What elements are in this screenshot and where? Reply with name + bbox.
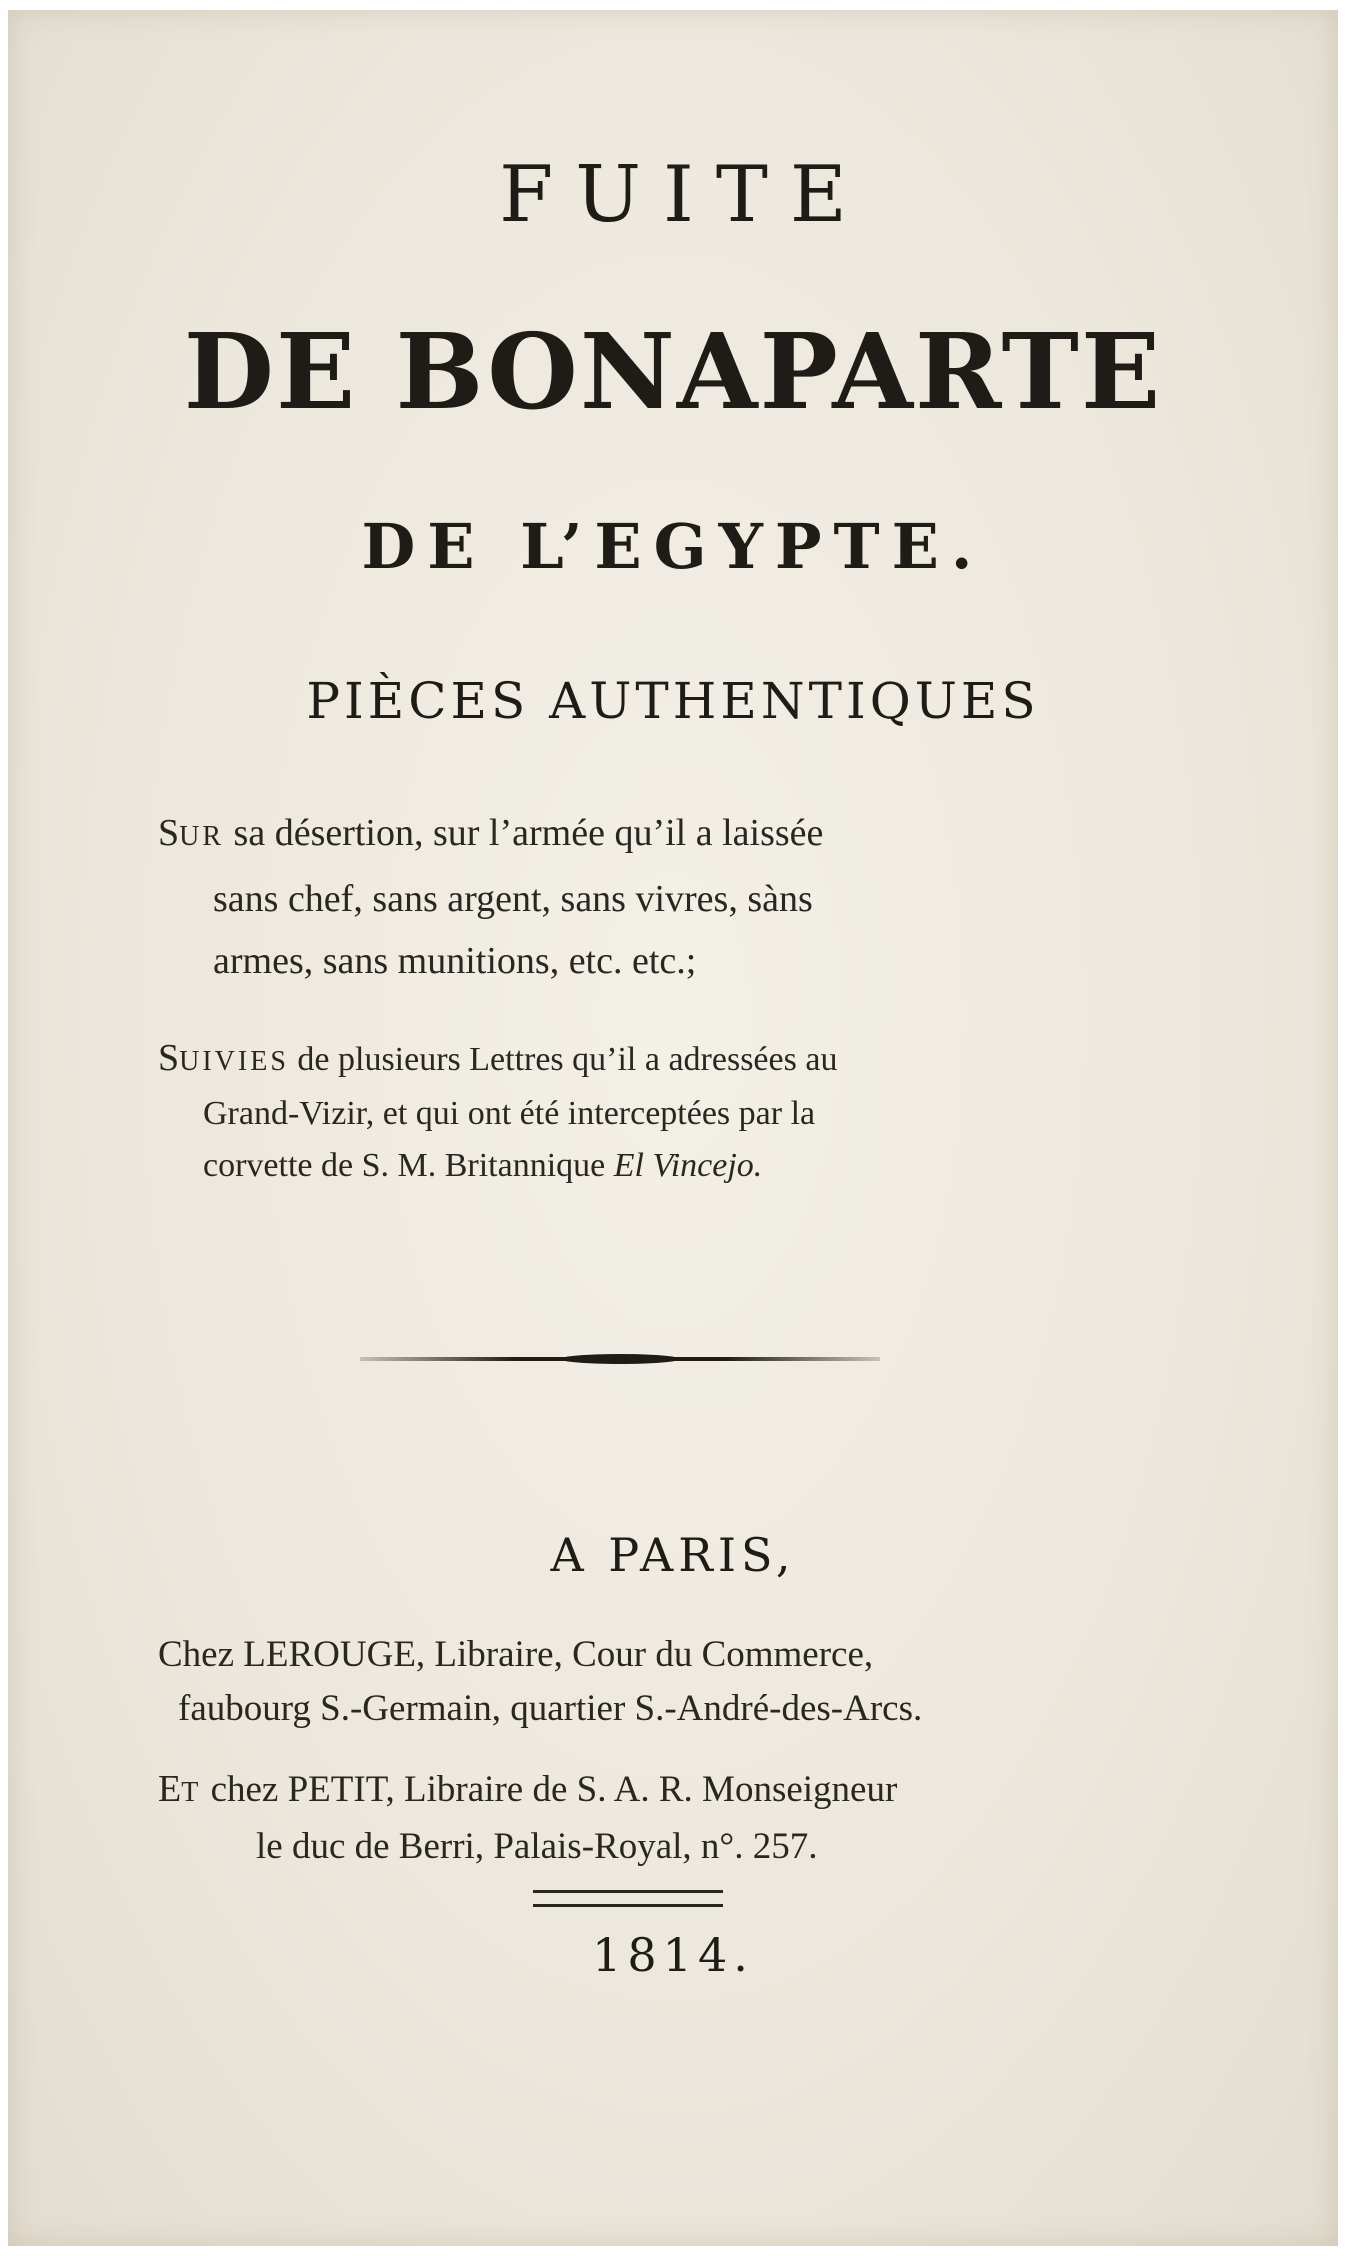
paragraph-text: corvette de S. M. Britannique [203,1147,614,1184]
ship-name-italic: El Vincejo. [613,1147,763,1184]
publication-year: 1814. [592,1928,754,1982]
small-caps-lead-rest: T [181,1777,202,1808]
imprint-publisher-lerouge [158,1628,1118,1736]
title-line-de-bonaparte: DE BONAPARTE [183,310,1163,433]
paragraph-line [158,1140,1098,1192]
description-paragraph-letters [158,1032,1098,1192]
imprint-line [158,1762,1118,1820]
paragraph-line: armes, sans munitions, etc. etc.; [213,940,697,982]
small-caps-lead-rest: UR [179,821,225,852]
small-caps-lead-initial: S [158,812,180,854]
small-caps-lead-rest: UIVIES [179,1046,289,1077]
imprint-line: faubourg S.-Germain, quartier S.-André-des-Arcs. [178,1688,923,1729]
imprint-line: le duc de Berri, Palais-Royal, n°. 257. [256,1826,818,1867]
title-page [8,10,1338,2246]
paragraph-text: de plusieurs Lettres qu’il a adressées au [288,1041,838,1078]
paragraph-line: sans chef, sans argent, sans vivres, sàns [213,878,813,920]
small-caps-lead-initial: S [158,1037,180,1079]
imprint-place: A PARIS, [550,1528,796,1582]
double-rule [533,1890,723,1907]
title-line-de-l-egypte: DE L’EGYPTE. [361,510,985,583]
paragraph-line: Grand-Vizir, et qui ont été interceptées par la [203,1095,816,1132]
paragraph-line [158,1032,1098,1088]
imprint-line: Chez LEROUGE, Libraire, Cour du Commerce, [158,1634,874,1675]
imprint-text: chez PETIT, Libraire de S. A. R. Monseigneur [201,1769,898,1810]
title-line-fuite: FUITE [499,150,869,240]
description-paragraph-desertion [158,802,1098,992]
subtitle: PIÈCES AUTHENTIQUES [306,672,1040,730]
paragraph-line [158,802,1098,868]
paragraph-text: sa désertion, sur l’armée qu’il a laissée [224,812,824,854]
imprint-publisher-petit [158,1762,1118,1874]
small-caps-lead-initial: E [158,1768,182,1810]
ornamental-rule [360,1357,880,1361]
